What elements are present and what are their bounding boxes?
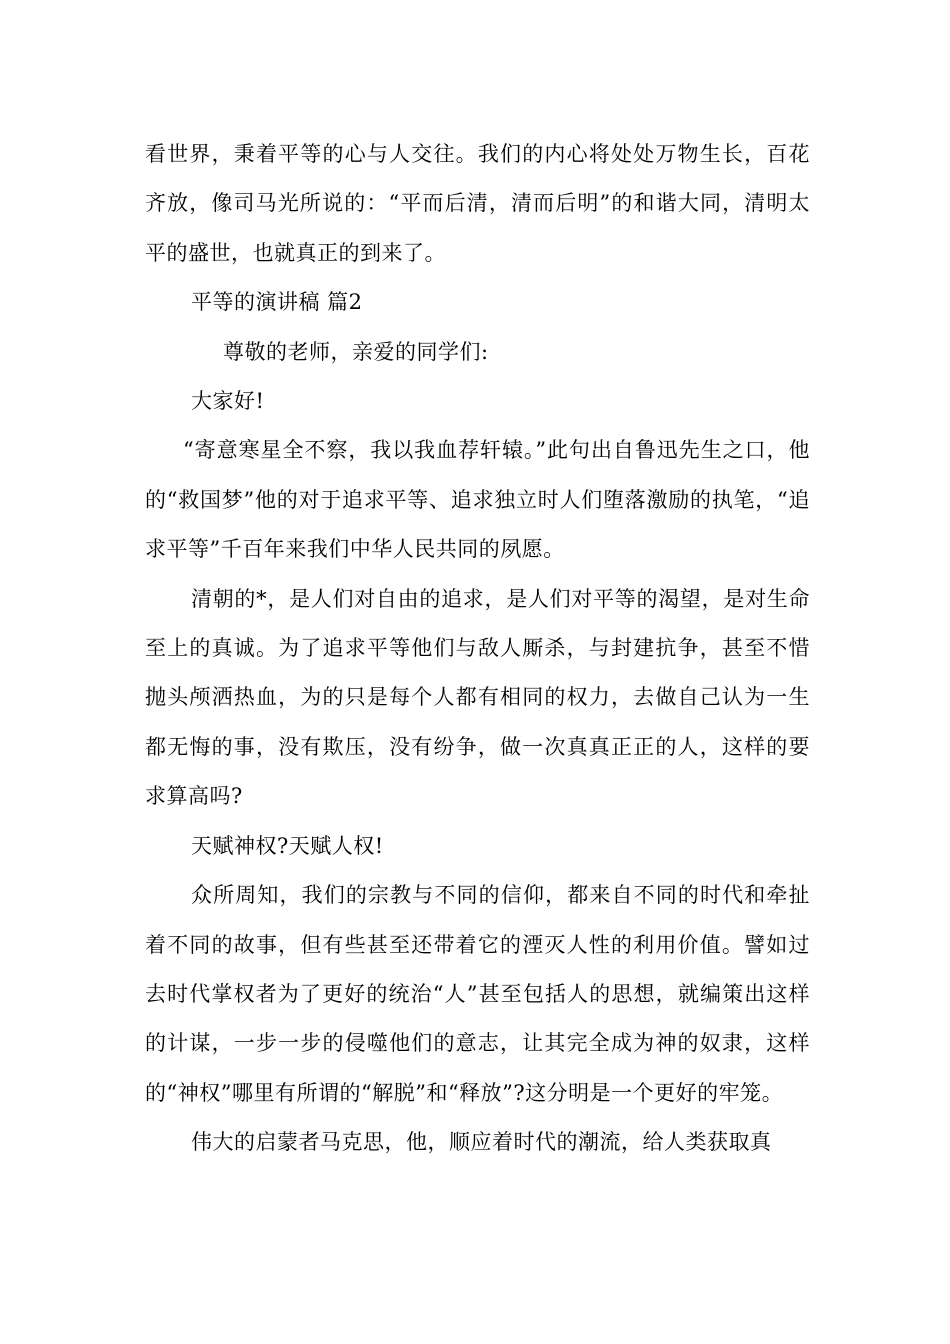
paragraph-marx: 伟大的启蒙者马克思，他，顺应着时代的潮流，给人类获取真: [191, 1130, 772, 1155]
section-heading: 平等的演讲稿 篇2: [191, 290, 363, 315]
salutation: 尊敬的老师，亲爱的同学们:: [223, 339, 489, 364]
document-page: [145, 130, 810, 1168]
paragraph-continuation: 看世界，秉着平等的心与人交往。我们的内心将处处万物生长，百花齐放，像司马光所说的：“平而后清，清而后明”的和谐大同，清明太平的盛世，也就真正的到来了。: [145, 142, 810, 265]
paragraph-qing-dynasty: 清朝的*，是人们对自由的追求，是人们对平等的渴望，是对生命至上的真诚。为了追求平等他们与敌人厮杀，与封建抗争，甚至不惜抛头颅洒热血，为的只是每个人都有相同的权力，去做自己认为一生都无悔的事，没有欺压，没有纷争，做一次真真正正的人，这样的要求算高吗?: [145, 586, 810, 809]
paragraph-rights: 天赋神权?天赋人权!: [191, 833, 384, 858]
paragraph-quote: “寄意寒星全不察，我以我血荐轩辕。”此句出自鲁迅先生之口，他的“救国梦”他的对于追求平等、追求独立时人们堕落激励的执笔，“追求平等”千百年来我们中华人民共同的夙愿。: [145, 438, 810, 562]
paragraph-religion: 众所周知，我们的宗教与不同的信仰，都来自不同的时代和牵扯着不同的故事，但有些甚至还带着它的湮灭人性的利用价值。譬如过去时代掌权者为了更好的统治“人”甚至包括人的思想，就编策出这样的计谋，一步一步的侵噬他们的意志，让其完全成为神的奴隶，这样的“神权”哪里有所谓的“解脱”和“释放”?这分明是一个更好的牢笼。: [145, 883, 810, 1105]
greeting: 大家好!: [191, 389, 265, 414]
